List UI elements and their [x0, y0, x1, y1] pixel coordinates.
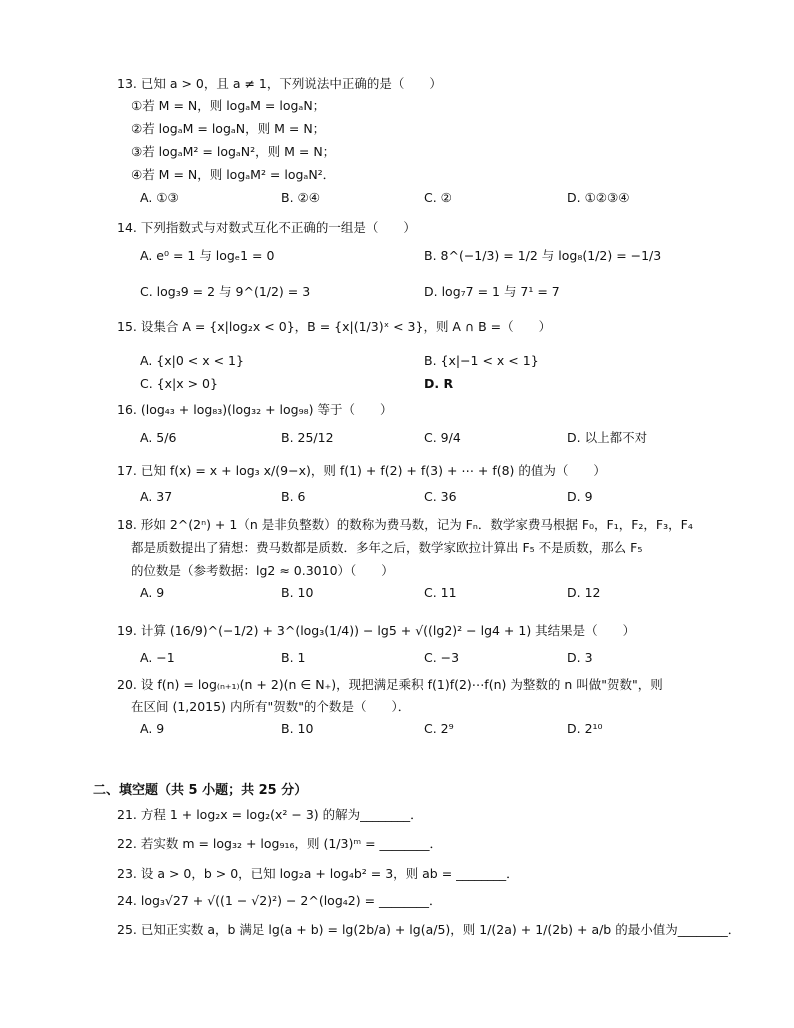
q20-option-b: B. 10 — [281, 721, 314, 736]
q22: 22. 若实数 m = log₃₂ + log₉₁₆，则 (1/3)ᵐ = ________． — [117, 836, 443, 851]
q13-stem: 13. 已知 a > 0，且 a ≠ 1，下列说法中正确的是（ ） — [117, 76, 442, 91]
q18-option-d: D. 12 — [567, 585, 601, 600]
q16-stem: 16. (log₄₃ + log₈₃)(log₃₂ + log₉₈) 等于（ ） — [117, 402, 393, 417]
q14-option-d: D. log₇7 = 1 与 7¹ = 7 — [424, 284, 560, 299]
q20-line-2: 在区间 (1,2015) 内所有"贺数"的个数是（ ）． — [131, 699, 411, 714]
q20-option-a: A. 9 — [140, 721, 165, 736]
q13-statement-4: ④若 M = N，则 logₐM² = logₐN²． — [131, 167, 336, 182]
q13-option-a: A. ①③ — [140, 190, 179, 205]
q19-option-b: B. 1 — [281, 650, 306, 665]
q15-option-a: A. {x|0 < x < 1} — [140, 353, 244, 368]
q17-option-b: B. 6 — [281, 489, 306, 504]
q17-option-c: C. 36 — [424, 489, 457, 504]
q15-option-b: B. {x|−1 < x < 1} — [424, 353, 539, 368]
q19-option-d: D. 3 — [567, 650, 593, 665]
q15-option-c: C. {x|x > 0} — [140, 376, 218, 391]
q25: 25. 已知正实数 a，b 满足 lg(a + b) = lg(2b/a) + lg(a/5)，则 1/(2a) + 1/(2b) + a/b 的最小值为________． — [117, 922, 741, 937]
q13-option-b: B. ②④ — [281, 190, 320, 205]
q20-line-1: 20. 设 f(n) = log₍ₙ₊₁₎(n + 2)(n ∈ N₊)，现把满足乘积 f(1)f(2)⋯f(n) 为整数的 n 叫做"贺数"，则 — [117, 677, 663, 692]
q23: 23. 设 a > 0，b > 0，已知 log₂a + log₄b² = 3，则 ab = ________． — [117, 866, 519, 881]
q18-option-b: B. 10 — [281, 585, 314, 600]
section-title-fill-in: 二、填空题（共 5 小题；共 25 分） — [93, 783, 308, 798]
q14-stem: 14. 下列指数式与对数式互化不正确的一组是（ ） — [117, 220, 416, 235]
q16-option-d: D. 以上都不对 — [567, 430, 648, 445]
q20-option-d: D. 2¹⁰ — [567, 721, 603, 736]
q19-option-c: C. −3 — [424, 650, 460, 665]
q14-option-b: B. 8^(−1/3) = 1/2 与 log₈(1/2) = −1/3 — [424, 248, 662, 263]
q13-statement-2: ②若 logₐM = logₐN，则 M = N； — [131, 121, 326, 136]
q15-option-d: D. R — [424, 376, 454, 391]
q15-stem: 15. 设集合 A = {x|log₂x < 0}，B = {x|(1/3)ˣ < 3}，则 A ∩ B =（ ） — [117, 319, 552, 334]
q18-option-a: A. 9 — [140, 585, 165, 600]
q14-option-a: A. e⁰ = 1 与 logₑ1 = 0 — [140, 248, 275, 263]
q18-line-2: 都是质数提出了猜想：费马数都是质数．多年之后，数学家欧拉计算出 F₅ 不是质数，那么 F₅ — [131, 540, 643, 555]
q14-option-c: C. log₃9 = 2 与 9^(1/2) = 3 — [140, 284, 311, 299]
q13-statement-1: ①若 M = N，则 logₐM = logₐN； — [131, 98, 326, 113]
q17-option-d: D. 9 — [567, 489, 593, 504]
q16-option-a: A. 5/6 — [140, 430, 177, 445]
q17-stem: 17. 已知 f(x) = x + log₃ x/(9−x)，则 f(1) + f(2) + f(3) + ⋯ + f(8) 的值为（ ） — [117, 463, 606, 478]
q16-option-c: C. 9/4 — [424, 430, 461, 445]
q13-option-c: C. ② — [424, 190, 452, 205]
q24: 24. log₃√27 + √((1 − √2)²) − 2^(log₄2) = ________． — [117, 893, 442, 908]
q20-option-c: C. 2⁹ — [424, 721, 454, 736]
q19-stem: 19. 计算 (16/9)^(−1/2) + 3^(log₃(1/4)) − lg5 + √((lg2)² − lg4 + 1) 其结果是（ ） — [117, 623, 636, 638]
q17-option-a: A. 37 — [140, 489, 173, 504]
q18-line-3: 的位数是（参考数据：lg2 ≈ 0.3010）（ ） — [131, 563, 394, 578]
q16-option-b: B. 25/12 — [281, 430, 334, 445]
q18-option-c: C. 11 — [424, 585, 457, 600]
q19-option-a: A. −1 — [140, 650, 175, 665]
q13-option-d: D. ①②③④ — [567, 190, 630, 205]
q18-line-1: 18. 形如 2^(2ⁿ) + 1（n 是非负整数）的数称为费马数，记为 Fₙ．数学家费马根据 F₀，F₁，F₂，F₃，F₄ — [117, 517, 693, 532]
q21: 21. 方程 1 + log₂x = log₂(x² − 3) 的解为________． — [117, 807, 423, 822]
q13-statement-3: ③若 logₐM² = logₐN²，则 M = N； — [131, 144, 336, 159]
